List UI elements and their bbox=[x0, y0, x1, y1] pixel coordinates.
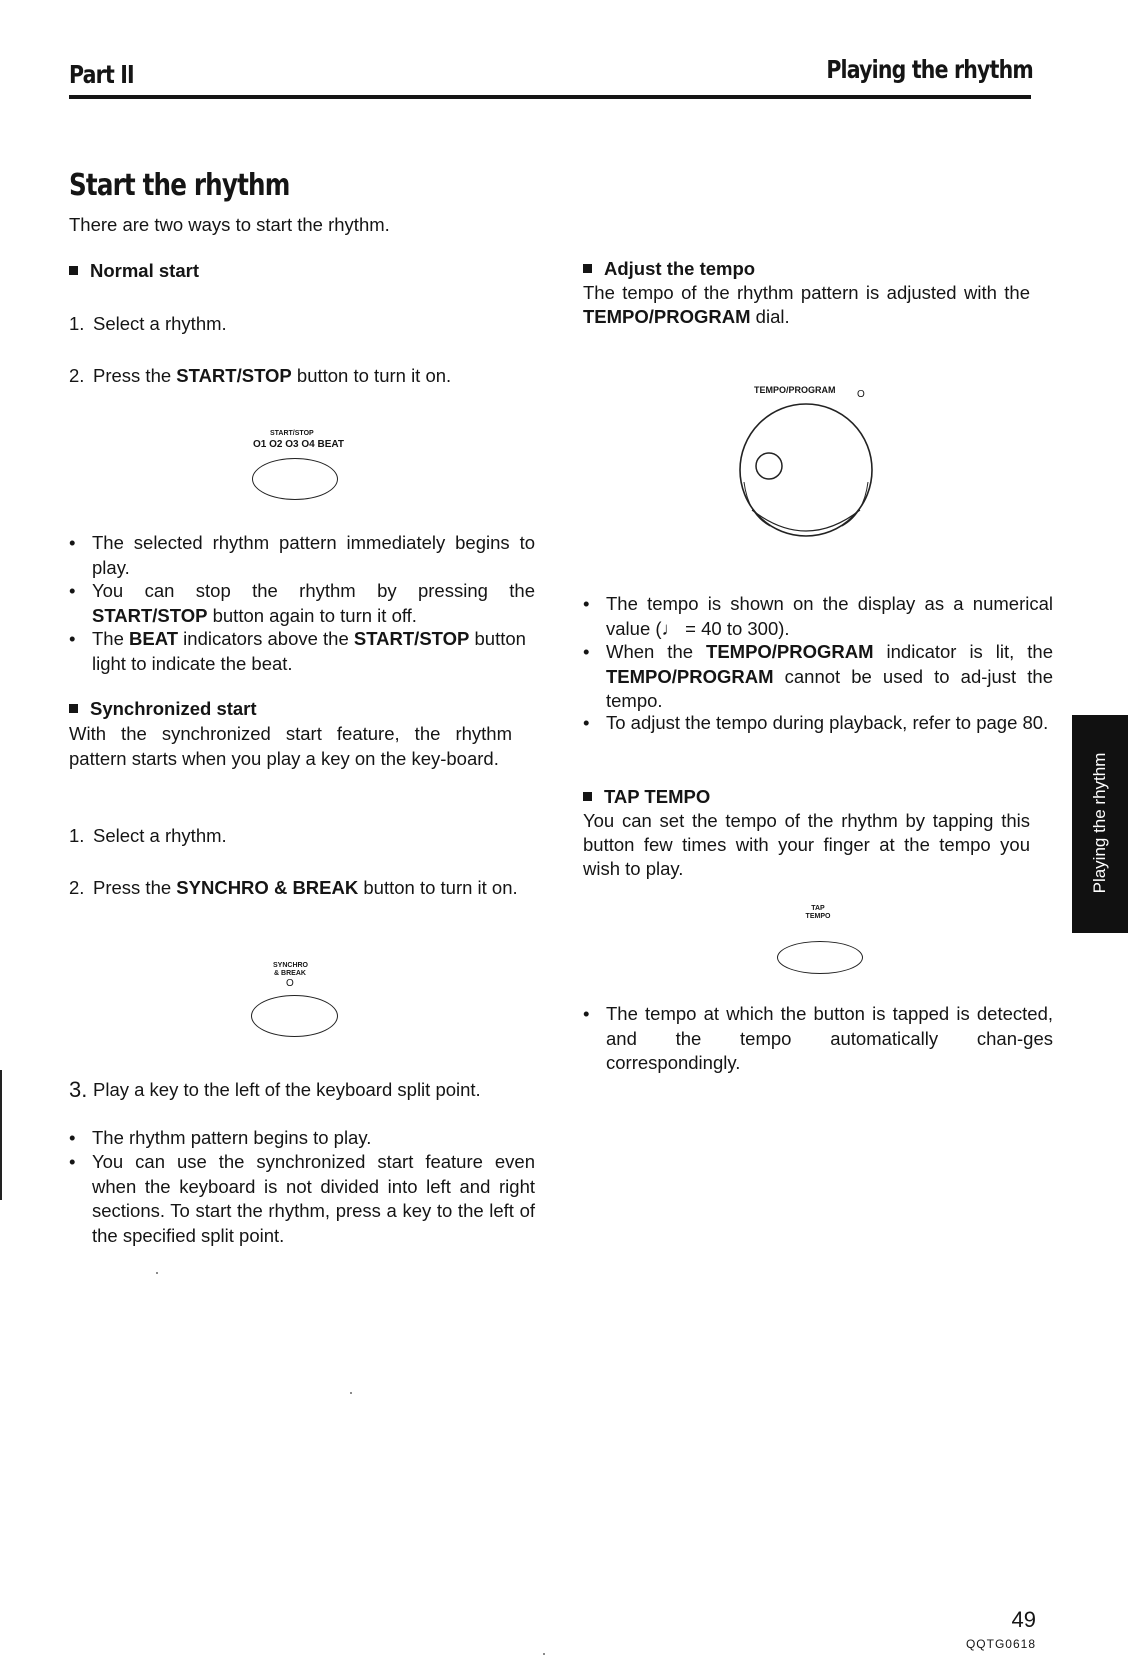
start-stop-term: START/STOP bbox=[176, 365, 292, 386]
bullet-text: When the bbox=[606, 641, 707, 662]
normal-bullet-2 bbox=[69, 579, 535, 628]
bullet-text: The bbox=[92, 628, 130, 649]
tempo-program-fig-label: TEMPO/PROGRAM bbox=[754, 385, 836, 395]
adjust-tempo-desc bbox=[583, 281, 1030, 329]
fig-label-line: TAP bbox=[811, 905, 825, 912]
document-code: QQTG0618 bbox=[965, 1637, 1036, 1651]
synchro-break-term: SYNCHRO & BREAK bbox=[176, 877, 359, 898]
sync-bullet-1: • The rhythm pattern begins to play. bbox=[69, 1126, 535, 1151]
tap-tempo-heading bbox=[583, 785, 710, 809]
beat-indicators: O1 O2 O3 O4 BEAT bbox=[253, 439, 344, 450]
chapter-side-tab bbox=[1072, 715, 1128, 933]
normal-bullet-1: • The selected rhythm pattern immediately begins to play. bbox=[69, 531, 535, 580]
tempo-bullet-3: • To adjust the tempo during playback, refer to page 80. bbox=[583, 711, 1053, 736]
normal-start-heading-text: Normal start bbox=[90, 260, 199, 281]
intro-text: There are two ways to start the rhythm. bbox=[69, 214, 390, 235]
step-number: 2. bbox=[69, 365, 85, 386]
tap-tempo-button[interactable] bbox=[777, 941, 863, 974]
synchro-led: O bbox=[286, 978, 294, 989]
step-number: 1. bbox=[69, 825, 85, 846]
section-title: Start the rhythm bbox=[69, 168, 290, 203]
tempo-program-term: TEMPO/PROGRAM bbox=[583, 306, 751, 327]
desc-text: dial. bbox=[750, 306, 790, 327]
bullet-text: button light to indicate the beat. bbox=[92, 628, 526, 674]
step-text: Select a rhythm. bbox=[93, 313, 227, 334]
side-tab-label: Playing the rhythm bbox=[1090, 752, 1109, 894]
step-text: button to turn it on. bbox=[358, 877, 518, 898]
sync-step-3 bbox=[69, 1078, 536, 1103]
step-text: Play a key to the left of the keyboard split point. bbox=[93, 1079, 481, 1100]
tempo-program-term: TEMPO/PROGRAM bbox=[706, 641, 874, 662]
tap-tempo-heading-text: TAP TEMPO bbox=[604, 786, 711, 807]
adjust-tempo-heading bbox=[583, 257, 755, 281]
tap-tempo-desc: You can set the tempo of the rhythm by tapping this button few times with your finger at the tempo you wish to play. bbox=[583, 810, 1030, 879]
sync-start-desc: With the synchronized start feature, the rhythm pattern starts when you play a key on the key-board. bbox=[69, 723, 512, 769]
desc-text: The tempo of the rhythm pattern is adjusted with the bbox=[583, 282, 1030, 303]
sync-bullet-2: • You can use the synchronized start feature even when the keyboard is not divided into left and right sections. To start the rhythm, press a key to the left of the specified split point. bbox=[69, 1150, 535, 1248]
scan-dot bbox=[543, 1653, 545, 1655]
scan-edge-mark bbox=[0, 1070, 2, 1200]
fig-label-line: & BREAK bbox=[274, 970, 306, 977]
tap-tempo-fig-label bbox=[803, 905, 833, 921]
tempo-bullet-2 bbox=[583, 640, 1053, 714]
step-text: Press the bbox=[93, 365, 177, 386]
beat-term: BEAT bbox=[129, 628, 179, 649]
fig-label-line: TEMPO bbox=[805, 913, 831, 920]
square-bullet-icon bbox=[69, 704, 78, 713]
start-stop-term: START/STOP bbox=[92, 604, 208, 626]
sync-start-heading bbox=[69, 697, 257, 721]
square-bullet-icon bbox=[583, 792, 592, 801]
dial-grip-icon bbox=[756, 453, 782, 479]
tempo-program-dial[interactable] bbox=[730, 402, 882, 546]
bullet-text: indicator is lit, the bbox=[873, 641, 1053, 662]
normal-bullet-3 bbox=[69, 627, 535, 676]
synchro-break-fig-label bbox=[273, 962, 307, 978]
step-text: Press the bbox=[93, 877, 177, 898]
sync-step-1 bbox=[69, 823, 533, 848]
start-stop-fig-label: START/STOP bbox=[270, 430, 314, 437]
tap-bullet-1: • The tempo at which the button is tapped is detected, and the tempo automatically chan-ges correspondingly. bbox=[583, 1002, 1053, 1076]
sync-step-2 bbox=[69, 875, 536, 900]
step-number: 1. bbox=[69, 313, 85, 334]
chapter-title: Playing the rhythm bbox=[826, 55, 1033, 84]
part-label: Part II bbox=[69, 60, 134, 89]
step-number: 2. bbox=[69, 877, 85, 898]
normal-step-1 bbox=[69, 311, 533, 336]
normal-start-heading bbox=[69, 259, 199, 283]
tempo-bullet-1: • The tempo is shown on the display as a numerical value (♩ = 40 to 300). bbox=[583, 592, 1053, 641]
fig-label-line: SYNCHRO bbox=[273, 962, 309, 969]
bullet-text: button again to turn it off. bbox=[207, 604, 417, 626]
page-number: 49 bbox=[1011, 1607, 1036, 1632]
start-stop-button[interactable] bbox=[252, 458, 338, 500]
bullet-text: indicators above the bbox=[178, 628, 354, 649]
header-rule bbox=[69, 95, 1031, 99]
bullet-text: You can stop the rhythm by pressing the bbox=[92, 580, 535, 601]
square-bullet-icon bbox=[583, 264, 592, 273]
scan-dot bbox=[156, 1272, 158, 1274]
step-text: Select a rhythm. bbox=[93, 825, 227, 846]
normal-step-2 bbox=[69, 363, 533, 388]
step-text: button to turn it on. bbox=[291, 365, 452, 386]
synchro-break-button[interactable] bbox=[251, 995, 338, 1037]
tempo-program-term: TEMPO/PROGRAM bbox=[606, 665, 774, 687]
sync-start-heading-text: Synchronized start bbox=[90, 698, 257, 719]
square-bullet-icon bbox=[69, 266, 78, 275]
start-stop-term: START/STOP bbox=[353, 628, 470, 649]
tempo-program-led: O bbox=[857, 389, 865, 400]
step-number: 3. bbox=[69, 1077, 88, 1102]
scan-dot bbox=[350, 1392, 352, 1394]
adjust-tempo-heading-text: Adjust the tempo bbox=[604, 258, 756, 279]
bullet-text: cannot be used to ad-just the tempo. bbox=[606, 665, 1053, 711]
